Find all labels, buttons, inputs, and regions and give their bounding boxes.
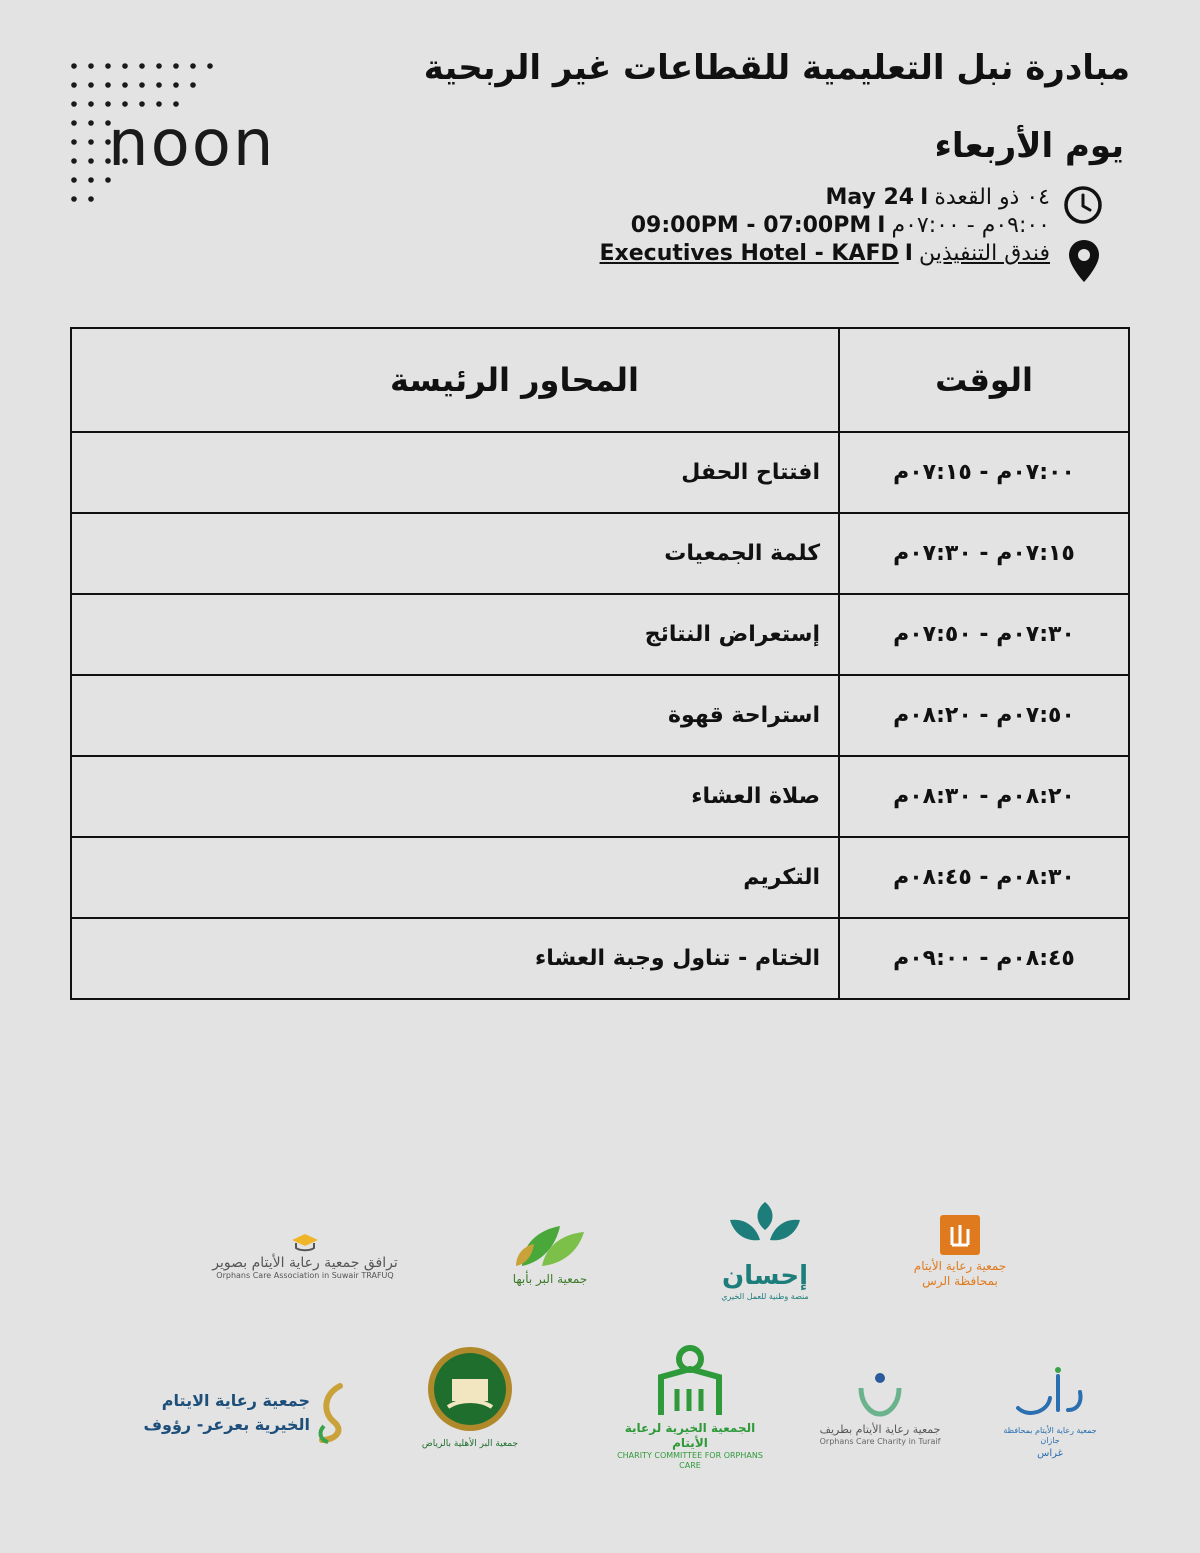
charity-house-icon (655, 1345, 725, 1417)
sponsor-logo-turaif (805, 1368, 955, 1447)
time-cell: ٠٨:٢٠م - ٠٨:٣٠م (839, 756, 1129, 837)
trafuq-hat-icon (290, 1232, 320, 1252)
logo-dot (88, 177, 94, 183)
logo-dot (88, 196, 94, 202)
topic-cell: التكريم (71, 837, 839, 918)
topic-cell: كلمة الجمعيات (71, 513, 839, 594)
table-row (71, 756, 1129, 837)
logo-dot (88, 139, 94, 145)
time-column-header: الوقت (839, 328, 1129, 432)
logo-dot (71, 82, 77, 88)
venue-row: Executives Hotel - KAFD I فندق التنفيذين (599, 241, 1050, 266)
sponsor-name: جمعية رعاية الايتام الخيرية بعرعر- رؤوف (143, 1391, 310, 1434)
time-cell: ٠٧:١٥م - ٠٧:٣٠م (839, 513, 1129, 594)
time-cell: ٠٧:٠٠م - ٠٧:١٥م (839, 432, 1129, 513)
logo-dot (88, 82, 94, 88)
logo-dot (139, 101, 145, 107)
logo-dot (71, 177, 77, 183)
sponsor-name: الجمعية الخيرية لرعاية الأيتام (624, 1421, 756, 1450)
day-label: يوم الأربعاء (934, 126, 1124, 166)
sponsor-logo-arar (110, 1382, 360, 1444)
logo-dot (88, 63, 94, 69)
logo-dot (71, 139, 77, 145)
sponsor-sub: جمعية رعاية الأيتام بمحافظة جازان (1003, 1426, 1097, 1445)
table-row (71, 432, 1129, 513)
sponsor-logo-riyadh-birr (410, 1345, 530, 1452)
sponsor-logo-ghiras (995, 1362, 1105, 1461)
logo-dot (173, 82, 179, 88)
logo-dot (71, 63, 77, 69)
logo-dot (139, 63, 145, 69)
time-cell: ٠٧:٥٠م - ٠٨:٢٠م (839, 675, 1129, 756)
logo-dot (71, 101, 77, 107)
topic-cell: صلاة العشاء (71, 756, 839, 837)
table-row (71, 513, 1129, 594)
topic-cell: استراحة قهوة (71, 675, 839, 756)
time-row: 09:00PM - 07:00PM I ٠٩:٠٠م - ٠٧:٠٠م (630, 213, 1050, 238)
logo-dot (156, 82, 162, 88)
date-en: May 24 (825, 185, 915, 210)
turaif-hands-icon (855, 1368, 905, 1418)
abha-leaves-icon (512, 1220, 588, 1268)
table-header-row (71, 328, 1129, 432)
logo-dot (71, 120, 77, 126)
table-row (71, 675, 1129, 756)
topic-cell: إستعراض النتائج (71, 594, 839, 675)
sponsor-logo-charity-committee (610, 1345, 770, 1471)
arar-calligraphy-icon (310, 1382, 354, 1444)
table-row (71, 918, 1129, 999)
logo-dot (156, 63, 162, 69)
sponsor-logo-abha (495, 1220, 605, 1287)
sponsor-name: ترافق جمعية رعاية الأيتام بصوير (212, 1255, 398, 1271)
logo-dot (105, 101, 111, 107)
logo-dot (190, 82, 196, 88)
logo-dot (173, 101, 179, 107)
time-cell: ٠٨:٣٠م - ٠٨:٤٥م (839, 837, 1129, 918)
agenda-table (70, 327, 1130, 1000)
rass-emblem-icon (940, 1215, 980, 1255)
sponsor-name: إحسان (721, 1261, 809, 1291)
logo-dot (207, 63, 213, 69)
sponsor-name: جمعية رعاية الأيتام بمحافظة الرس (913, 1259, 1007, 1288)
logo-dot (88, 101, 94, 107)
sponsor-name: جمعية البر الأهلية بالرياض (421, 1439, 519, 1449)
noon-logo (108, 107, 276, 181)
sponsor-sub: Orphans Care Charity in Turaif (819, 1437, 941, 1446)
sponsor-logo-trafuq (190, 1232, 420, 1281)
logo-dot (71, 196, 77, 202)
time-en: 09:00PM - 07:00PM (630, 213, 872, 238)
sponsor-name: جمعية رعاية الأيتام بطريف (819, 1423, 941, 1436)
logo-dot (139, 82, 145, 88)
logo-dot (173, 63, 179, 69)
time-cell: ٠٨:٤٥م - ٠٩:٠٠م (839, 918, 1129, 999)
ehsan-leaf-icon (720, 1200, 810, 1256)
sponsor-sub: Orphans Care Association in Suwair TRAFUQ (216, 1271, 394, 1280)
logo-dot (105, 82, 111, 88)
time-cell: ٠٧:٣٠م - ٠٧:٥٠م (839, 594, 1129, 675)
logo-dot (122, 101, 128, 107)
sponsor-sub: CHARITY COMMITTEE FOR ORPHANS CARE (617, 1451, 763, 1470)
sponsor-logo-rass (900, 1215, 1020, 1289)
logo-dot (71, 158, 77, 164)
topic-cell: الختام - تناول وجبة العشاء (71, 918, 839, 999)
logo-dot (88, 158, 94, 164)
topic-cell: افتتاح الحفل (71, 432, 839, 513)
venue-en[interactable]: Executives Hotel - KAFD (599, 241, 899, 266)
ghiras-calligraphy-icon (1008, 1362, 1092, 1422)
riyadh-birr-seal-icon (426, 1345, 514, 1433)
table-row (71, 594, 1129, 675)
logo-dot (156, 101, 162, 107)
venue-ar[interactable]: فندق التنفيذين (918, 241, 1050, 266)
sponsor-logo-ehsan (705, 1200, 825, 1302)
logo-text: noon (108, 107, 276, 181)
event-info (600, 184, 1050, 268)
clock-icon (1062, 184, 1104, 226)
page-title: مبادرة نبل التعليمية للقطاعات غير الربحية (423, 48, 1130, 88)
date-hijri: ٠٤ ذو القعدة (934, 185, 1050, 210)
sponsor-sub: منصة وطنية للعمل الخيري (721, 1292, 809, 1301)
sponsor-name: جمعية البر بأبها (512, 1272, 588, 1286)
logo-dot (190, 63, 196, 69)
topic-column-header: المحاور الرئيسة (71, 328, 839, 432)
time-ar: ٠٩:٠٠م - ٠٧:٠٠م (891, 213, 1050, 238)
logo-dot (88, 120, 94, 126)
date-row: May 24 I ٠٤ ذو القعدة (825, 185, 1050, 210)
sponsor-name: غراس (1037, 1448, 1063, 1459)
table-row (71, 837, 1129, 918)
map-pin-icon (1066, 238, 1102, 284)
logo-dot (122, 63, 128, 69)
logo-dot (122, 82, 128, 88)
logo-dot (105, 63, 111, 69)
